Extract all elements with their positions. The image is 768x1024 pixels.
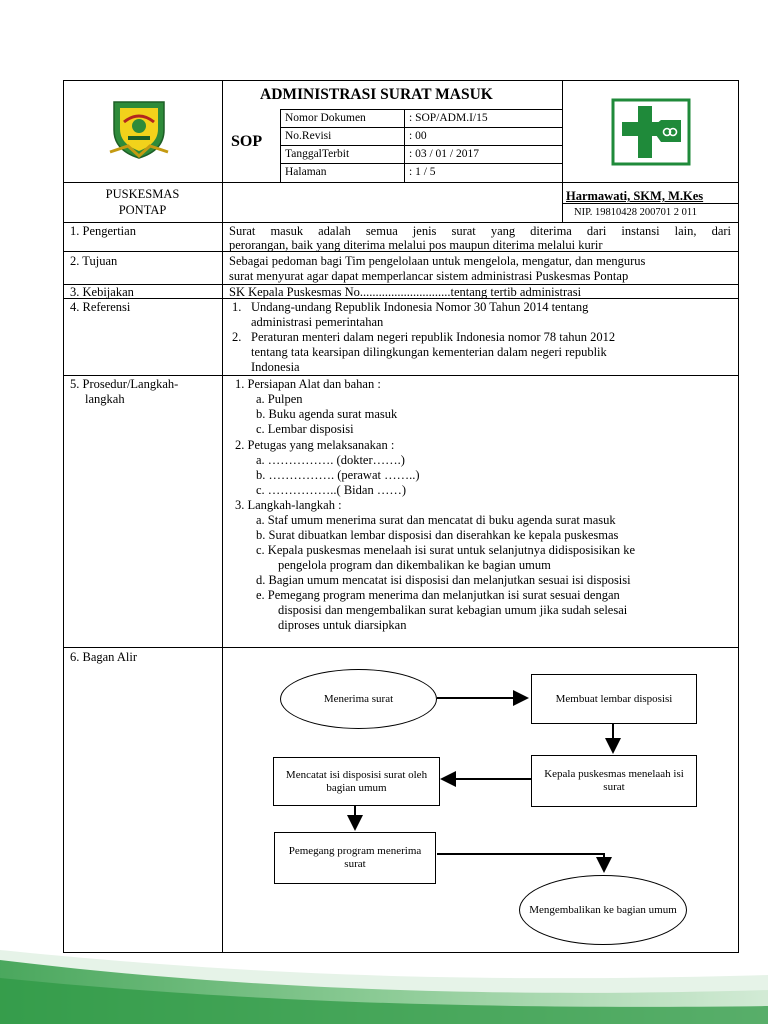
- tujuan-text: Sebagai pedoman bagi Tim pengelolaan untuk mengelola, mengatur, dan mengurus: [229, 254, 646, 268]
- flow-node-head-review: Kepala puskesmas menelaah isi surat: [531, 755, 697, 807]
- referensi-num: 2.: [232, 330, 242, 344]
- prosedur-substep: diproses untuk diarsipkan: [278, 618, 407, 632]
- tujuan-text: surat menyurat agar dapat memperlancar sistem administrasi Puskesmas Pontap: [229, 269, 629, 283]
- referensi-item: Undang-undang Republik Indonesia Nomor 30 Tahun 2014 tentang: [251, 300, 589, 314]
- flow-node-record-disposition: Mencatat isi disposisi surat oleh bagian umum: [273, 757, 440, 806]
- doc-row-label: Nomor Dokumen: [285, 112, 366, 124]
- prosedur-substep: b. ……………. (perawat ……..): [256, 468, 420, 482]
- prosedur-substep: d. Bagian umum mencatat isi disposisi dan melanjutkan sesuai isi disposisi: [256, 573, 631, 587]
- prosedur-substep: disposisi dan mengembalikan surat kebagian umum jika sudah selesai: [278, 603, 628, 617]
- row-label-referensi: 4. Referensi: [70, 300, 131, 314]
- kebijakan-text: SK Kepala Puskesmas No.............................tentang tertib administrasi: [229, 285, 582, 299]
- doc-row-label: Halaman: [285, 166, 327, 178]
- prosedur-step: 2. Petugas yang melaksanakan :: [235, 438, 395, 452]
- prosedur-step: 3. Langkah-langkah :: [235, 498, 342, 512]
- doc-row-value: : SOP/ADM.I/15: [409, 112, 488, 124]
- referensi-item: Indonesia: [251, 360, 300, 374]
- org-name-line2: PONTAP: [118, 203, 167, 217]
- referensi-item: Peraturan menteri dalam negeri republik Indonesia nomor 78 tahun 2012: [251, 330, 616, 344]
- referensi-item: administrasi pemerintahan: [251, 315, 384, 329]
- flow-node-return-general: Mengembalikan ke bagian umum: [519, 875, 687, 945]
- doc-row-value: : 1 / 5: [409, 166, 436, 178]
- prosedur-substep: a. Pulpen: [256, 392, 303, 406]
- arrow-5-6: [437, 854, 604, 871]
- row-label-kebijakan: 3. Kebijakan: [70, 285, 134, 299]
- pengertian-text: perorangan, baik yang diterima melalui pos maupun diterima melalui kurir: [229, 238, 603, 252]
- prosedur-substep: a. ……………. (dokter…….): [256, 453, 405, 467]
- referensi-item: tentang tata kearsipan dilingkungan kementerian dalam negeri republik: [251, 345, 607, 359]
- row-label-prosedur: langkah: [85, 392, 125, 406]
- prosedur-substep: c. ……………..( Bidan ……): [256, 483, 406, 497]
- prosedur-substep: b. Buku agenda surat masuk: [256, 407, 398, 421]
- prosedur-substep: c. Lembar disposisi: [256, 422, 354, 436]
- doc-row-value: : 00: [409, 130, 427, 142]
- row-label-prosedur: 5. Prosedur/Langkah-: [70, 377, 179, 391]
- flow-node-program-receive: Pemegang program menerima surat: [274, 832, 436, 884]
- row-label-bagan-alir: 6. Bagan Alir: [70, 650, 138, 664]
- signer-nip: NIP. 19810428 200701 2 011: [574, 207, 697, 218]
- org-name-line1: PUSKESMAS: [105, 187, 180, 201]
- prosedur-substep: pengelola program dan dikembalikan ke bagian umum: [278, 558, 551, 572]
- prosedur-substep: c. Kepala puskesmas menelaah isi surat untuk selanjutnya didisposisikan ke: [256, 543, 636, 557]
- prosedur-substep: e. Pemegang program menerima dan melanjutkan isi surat sesuai dengan: [256, 588, 620, 602]
- sop-label: SOP: [231, 133, 263, 150]
- row-label-tujuan: 2. Tujuan: [70, 254, 118, 268]
- row-label-pengertian: 1. Pengertian: [70, 224, 136, 238]
- doc-row-label: TanggalTerbit: [285, 148, 350, 160]
- pengertian-text: Surat masuk adalah semua jenis surat yang diterima dari instansi lain, dari: [229, 224, 731, 238]
- doc-row-label: No.Revisi: [285, 130, 332, 142]
- signer-name: Harmawati, SKM, M.Kes: [566, 189, 704, 203]
- referensi-num: 1.: [232, 300, 242, 314]
- flow-node-receive-letter: Menerima surat: [280, 669, 437, 729]
- prosedur-substep: b. Surat dibuatkan lembar disposisi dan diserahkan ke kepala puskesmas: [256, 528, 619, 542]
- doc-row-value: : 03 / 01 / 2017: [409, 148, 479, 160]
- prosedur-step: 1. Persiapan Alat dan bahan :: [235, 377, 381, 391]
- flow-node-create-disposition: Membuat lembar disposisi: [531, 674, 697, 724]
- document-title: ADMINISTRASI SURAT MASUK: [260, 86, 493, 103]
- prosedur-substep: a. Staf umum menerima surat dan mencatat di buku agenda surat masuk: [256, 513, 616, 527]
